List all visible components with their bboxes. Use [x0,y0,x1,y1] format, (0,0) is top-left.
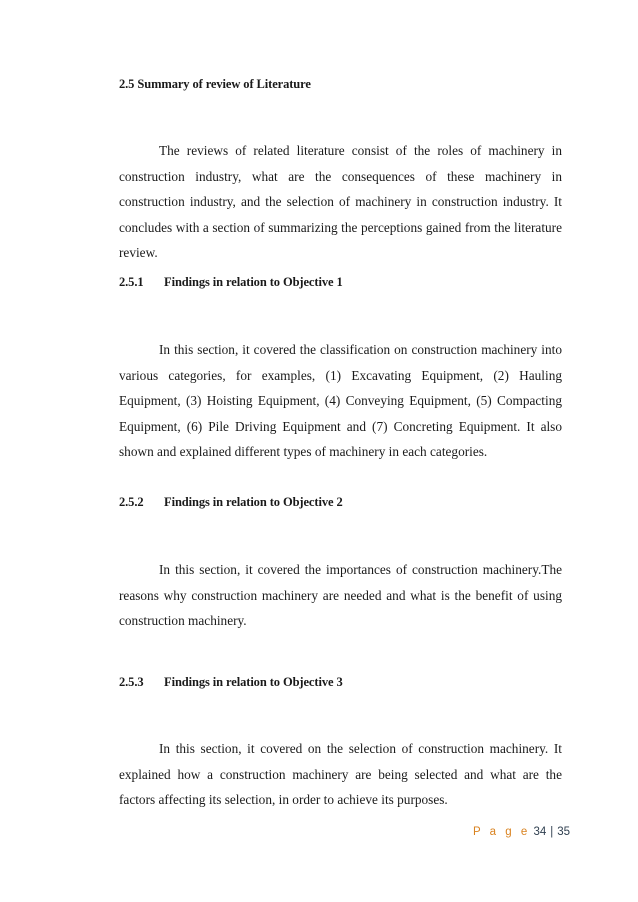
section-title: Findings in relation to Objective 1 [164,275,343,289]
section-title: Findings in relation to Objective 3 [164,675,343,689]
section-title: Summary of review of Literature [137,77,311,91]
section-number: 2.5.2 [119,495,144,509]
section-number: 2.5 [119,77,135,91]
section-paragraph-2-5-3: In this section, it covered on the selection of construction machinery. It explained how a construction machinery are being selected and what are the factors affecting its selection, in order to achieve its purposes. [119,741,562,807]
section-number: 2.5.3 [119,675,144,689]
page-footer [473,826,570,838]
section-paragraph-2-5: The reviews of related literature consist of the roles of machinery in construction industry, what are the consequences of these machinery in construction industry, and the selection of machinery in construction industry. It concludes with a section of summarizing the perceptions gained from the literature review. [119,143,562,260]
section-title: Findings in relation to Objective 2 [164,495,343,509]
page-separator: | [550,826,554,838]
section-heading-2-5-3 [119,675,343,690]
section-heading-2-5-2 [119,495,343,510]
section-paragraph-2-5-2: In this section, it covered the importances of construction machinery.The reasons why construction machinery are needed and what is the benefit of using construction machinery. [119,562,562,628]
section-heading-2-5-1 [119,275,343,290]
section-heading-2-5 [119,77,311,92]
total-pages: 35 [557,826,571,838]
page-number: 34 [533,826,547,838]
section-paragraph-2-5-1: In this section, it covered the classification on construction machinery into various categories, for examples, (1) Excavating Equipment, (2) Hauling Equipment, (3) Hoisting Equipment, (4) Conveying Equipment, (5) Compacting Equipment, (6) Pile Driving Equipment and (7) Concreting Equipment. It also shown and explained different types of machinery in each categories. [119,342,562,459]
section-number: 2.5.1 [119,275,144,289]
page-label: P a g e [473,826,531,838]
